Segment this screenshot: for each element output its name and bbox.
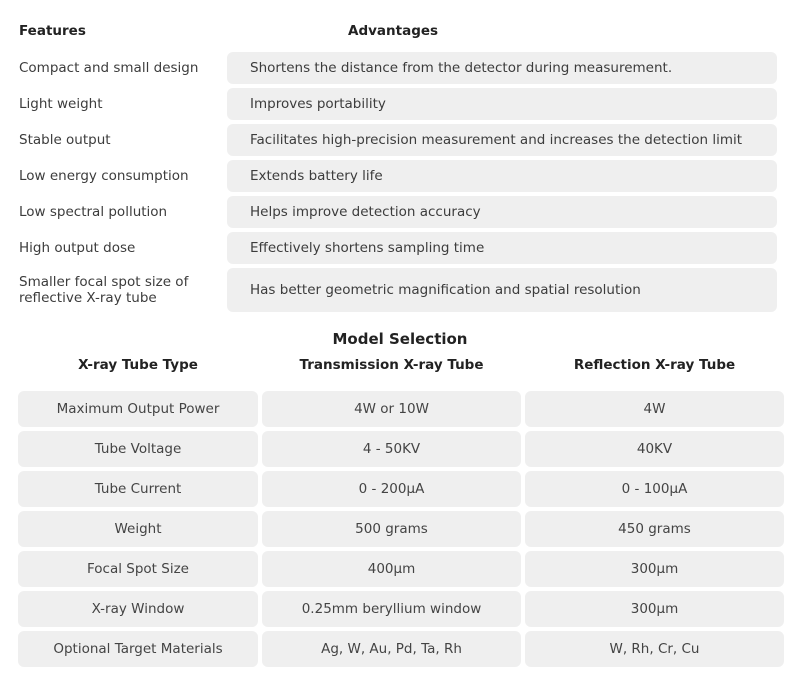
spec-label-cell: Focal Spot Size	[18, 551, 258, 587]
advantage-cell: Helps improve detection accuracy	[227, 196, 777, 228]
spec-label-cell: Tube Voltage	[18, 431, 258, 467]
transmission-value-cell: Ag, W, Au, Pd, Ta, Rh	[262, 631, 521, 667]
advantage-cell: Effectively shortens sampling time	[227, 232, 777, 264]
feature-label: Smaller focal spot size of reflective X-ray tube	[19, 274, 189, 306]
reflection-value-cell: 0 - 100μA	[525, 471, 784, 507]
advantages-header: Advantages	[348, 23, 439, 39]
reflection-value-cell: 300μm	[525, 591, 784, 627]
spec-label-cell: Optional Target Materials	[18, 631, 258, 667]
reflection-value-cell: W, Rh, Cr, Cu	[525, 631, 784, 667]
transmission-value-cell: 4 - 50KV	[262, 431, 521, 467]
model-selection-title: Model Selection	[332, 330, 468, 348]
features-header: Features	[19, 23, 86, 39]
advantage-cell: Improves portability	[227, 88, 777, 120]
column-header-reflection: Reflection X-ray Tube	[573, 357, 736, 373]
feature-label: Stable output	[19, 132, 111, 148]
reflection-value-cell: 40KV	[525, 431, 784, 467]
spec-label-cell: Maximum Output Power	[18, 391, 258, 427]
advantage-cell: Has better geometric magnification and spatial resolution	[227, 268, 777, 312]
transmission-value-cell: 500 grams	[262, 511, 521, 547]
reflection-value-cell: 4W	[525, 391, 784, 427]
column-header-transmission: Transmission X-ray Tube	[299, 357, 484, 373]
column-header-type: X-ray Tube Type	[78, 357, 198, 373]
advantage-cell: Shortens the distance from the detector during measurement.	[227, 52, 777, 84]
transmission-value-cell: 4W or 10W	[262, 391, 521, 427]
spec-label-cell: Tube Current	[18, 471, 258, 507]
feature-label: Light weight	[19, 96, 103, 112]
feature-label: Low spectral pollution	[19, 204, 168, 220]
spec-label-cell: X-ray Window	[18, 591, 258, 627]
advantage-cell: Extends battery life	[227, 160, 777, 192]
reflection-value-cell: 450 grams	[525, 511, 784, 547]
advantage-cell: Facilitates high-precision measurement and increases the detection limit	[227, 124, 777, 156]
transmission-value-cell: 0.25mm beryllium window	[262, 591, 521, 627]
reflection-value-cell: 300μm	[525, 551, 784, 587]
feature-label: High output dose	[19, 240, 136, 256]
spec-label-cell: Weight	[18, 511, 258, 547]
feature-label: Compact and small design	[19, 60, 199, 76]
transmission-value-cell: 400μm	[262, 551, 521, 587]
feature-label: Low energy consumption	[19, 168, 189, 184]
transmission-value-cell: 0 - 200μA	[262, 471, 521, 507]
